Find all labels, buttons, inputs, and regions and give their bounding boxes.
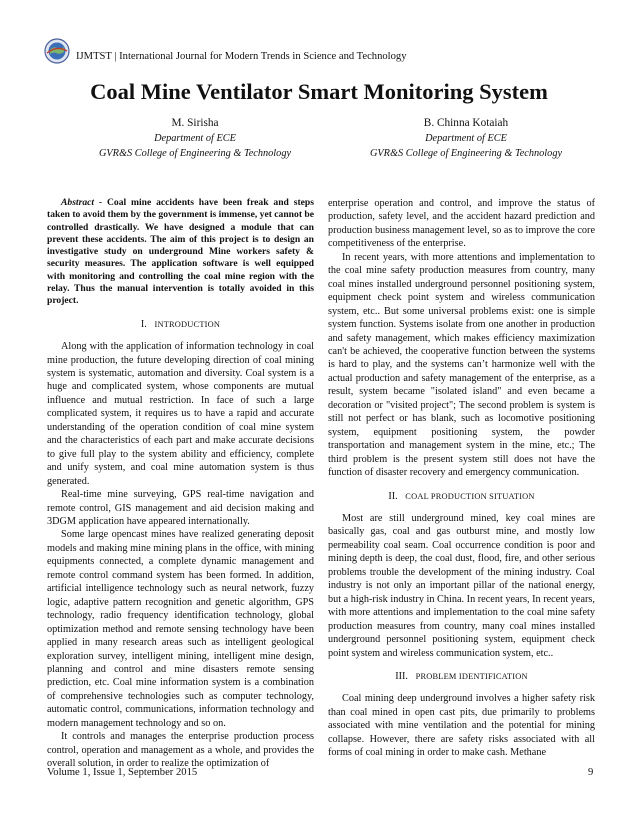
right-column [328, 197, 595, 760]
section-number: II. [388, 490, 398, 502]
paragraph: Some large opencast mines have realized generating deposit models and making mine mining plans in the office, with mining equipments connected, a complete dynamic management and remote control command system has been formed. In addition, artificial intelligence technology such as neural network, fuzzy logic, adaptive pattern recognition and genetic algorithm, GPS technology, radio frequency identification technology, global optimization method and remote sensing technology have been applied in many research areas such as intelligent geological exploration survey, intelligent mining, intelligent mine design, planning and control and mine disasters remote sensing prediction, etc. Coal mine information system is a combination of comprehensive technologies such as computer technology, automatic control, communications, information technology and modern management technology and so on. [47, 529, 314, 729]
journal-logo-icon [44, 38, 70, 64]
author-name: M. Sirisha [171, 117, 219, 129]
author-name: B. Chinna Kotaiah [423, 117, 509, 129]
left-column [47, 197, 314, 771]
section-number: I. [140, 318, 147, 330]
abstract-label: Abstract [61, 197, 95, 208]
abstract-text: - Coal mine accidents have been freak and steps taken to avoid them by the government is immense, yet cannot be controlled drastically. We have designed a module that can prevent these accidents. The aim of this project is to design an investigative study on underground Mine workers safety & security measures. The application software is well equipped with monitoring and controlling the coal mine region with the relay. Thus the manual intervention is totally avoided in this project. [47, 197, 315, 307]
paragraph: Real-time mine surveying, GPS real-time navigation and remote control, GIS management and aid decision making and 3DGM application have appeared internationally. [47, 489, 314, 528]
author-block-1 [45, 116, 345, 161]
author-department: Department of ECE [425, 133, 507, 144]
paragraph: Most are still underground mined, key coal mines are basically gas, coal and gas outburst mine, and mostly low permeability coal seam. Coal occurrence condition is poor and mining depth is deep, the coal dust, flood, fire, and other serious problems trouble the development of the mining industry. Coal industry is not only an important pillar of the national energy, but a high-risk industry in China. In recent years, In recent years, with more attentions and implementation to the coal mine safety production measures from country, many coal mines installed underground personnel positioning system, equipment check point system and wireless communication system, etc.. [328, 512, 595, 659]
section-title: INTRODUCTION [154, 319, 221, 329]
paragraph: Along with the application of information technology in coal mine production, the future developing direction of coal mining system is systematic, automation and diversity. Coal system is a huge and complicated system, whose components are mutual influence and mutual restriction. In face of such a large complicated system, it requires us to have a rapid and accurate understanding of the operation condition of coal mine system and the characteristics of each part and make accurate decisions to give full play to the system ability and efficiency, complete and unify system, and coal mine automation system is thus generated. [47, 341, 314, 487]
author-college: GVR&S College of Engineering & Technology [98, 148, 292, 159]
footer-issue: Volume 1, Issue 1, September 2015 [47, 767, 198, 778]
section-heading-coal-production [328, 490, 595, 503]
paragraph: In recent years, with more attentions and implementation to the coal mine safety production measures from country, many coal mines installed underground personnel positioning system, equipment check point system and wireless communication system, etc.. But some universal problems exist: one is simple system function. Systems isolate from one another in production and safety management, which makes efficiency maximization can't be achieved, the cooperative function between the systems is hard to play, and the systems can’t harmonize well with the actual production and safety management of the enterprise, as a result, system became "isolated island" and even became a decoration or "visited project"; The second problem is system is still not perfect or has blank, such as locomotive positioning system, equipment positioning system, the powder transportation and management system in the mine, etc.; The third problem is the present system still does not have the function of disaster recovery and emergency communication. [328, 251, 595, 479]
author-block-2 [316, 116, 616, 161]
section-title: COAL PRODUCTION SITUATION [405, 491, 535, 501]
paragraph: It controls and manages the enterprise production process control, operation and management as a whole, and provides the overall solution, in order to realize the optimization of [47, 731, 314, 770]
section-heading-introduction [47, 318, 314, 331]
section-number: III. [395, 670, 408, 682]
author-department: Department of ECE [154, 133, 236, 144]
paragraph: enterprise operation and control, and improve the status of production, safety level, and the accident hazard prediction and production business management level, so as to improve the core competitiveness of the enterprise. [328, 198, 596, 250]
paragraph: Coal mining deep underground involves a higher safety risk than coal mined in open cast pits, due primarily to problems associated with mine ventilation and the potential for mining collapse. However, there are safety risks associated with all forms of coal mining in order to make cash. Methane [328, 693, 595, 759]
abstract [47, 197, 314, 308]
page-number: 9 [588, 767, 594, 778]
section-heading-problem-identification [328, 670, 595, 683]
author-college: GVR&S College of Engineering & Technology [369, 148, 563, 159]
journal-name: IJMTST | International Journal for Modern Trends in Science and Technology [76, 51, 407, 62]
section-title: PROBLEM IDENTIFICATION [415, 671, 528, 681]
page-header [44, 38, 604, 70]
paper-title: Coal Mine Ventilator Smart Monitoring System [90, 79, 548, 104]
